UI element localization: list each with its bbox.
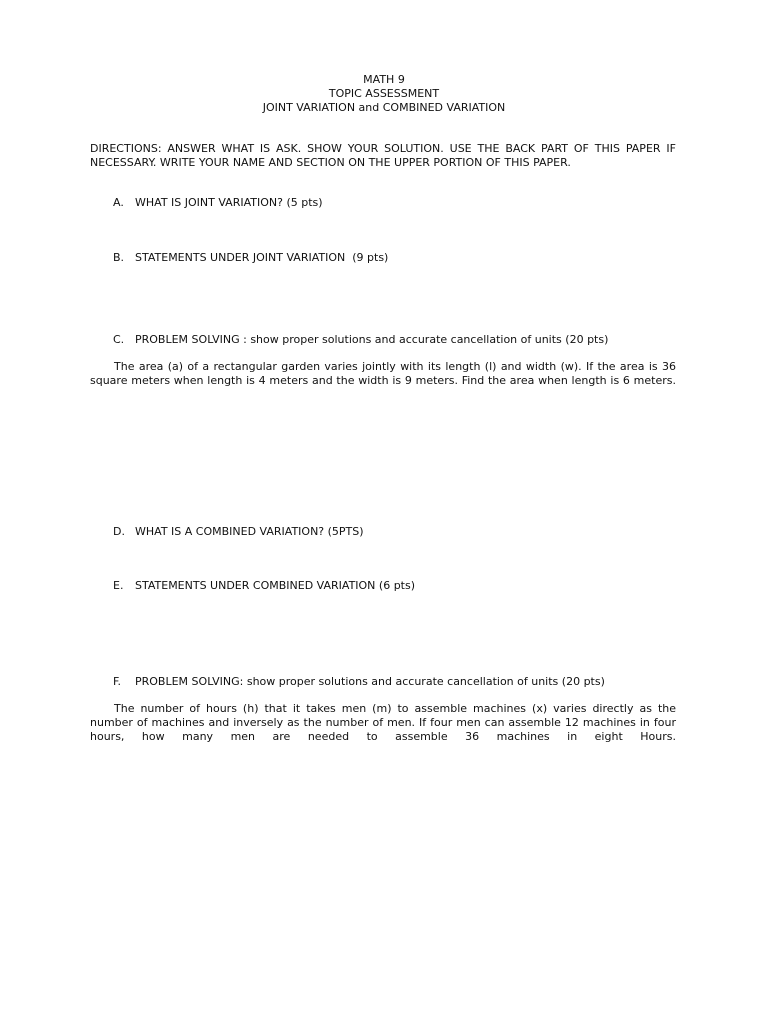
item-text: STATEMENTS UNDER COMBINED VARIATION (6 pts): [135, 579, 416, 592]
item-text: WHAT IS JOINT VARIATION? (5 pts): [135, 196, 323, 209]
item-text: WHAT IS A COMBINED VARIATION? (5PTS): [135, 525, 364, 538]
document-header: [0, 73, 768, 115]
topic-title: JOINT VARIATION and COMBINED VARIATION: [262, 101, 506, 114]
item-f: [113, 675, 673, 689]
combined-variation-problem: The number of hours (h) that it takes men (m) to assemble machines (x) varies directly as the number of machines and inversely as the number of men. If four men can assemble 12 machines in four hours, how many men are needed to assemble 36 machines in eight Hours.: [90, 702, 676, 743]
item-d: [113, 525, 673, 539]
subject-title: MATH 9: [363, 73, 405, 86]
item-letter: B.: [113, 251, 125, 264]
assessment-title: TOPIC ASSESSMENT: [328, 87, 440, 100]
item-letter: F.: [113, 675, 122, 688]
item-text: STATEMENTS UNDER JOINT VARIATION (9 pts): [135, 251, 389, 264]
item-c: [113, 333, 673, 347]
item-letter: E.: [113, 579, 124, 592]
item-letter: C.: [113, 333, 125, 346]
item-letter: D.: [113, 525, 125, 538]
item-text: PROBLEM SOLVING: show proper solutions and accurate cancellation of units (20 pts): [135, 675, 605, 688]
directions-text: DIRECTIONS: ANSWER WHAT IS ASK. SHOW YOUR SOLUTION. USE THE BACK PART OF THIS PAPER IF NECESSARY. WRITE YOUR NAME AND SECTION ON THE UPPER PORTION OF THIS PAPER.: [90, 142, 676, 169]
item-b: [113, 251, 673, 265]
item-e: [113, 579, 673, 593]
item-letter: A.: [113, 196, 124, 209]
item-text: PROBLEM SOLVING : show proper solutions and accurate cancellation of units (20 pts): [135, 333, 609, 346]
joint-variation-problem: The area (a) of a rectangular garden varies jointly with its length (l) and width (w). If the area is 36 square meters when length is 4 meters and the width is 9 meters. Find the area when length is 6 meters.: [90, 360, 676, 387]
item-a: [113, 196, 673, 210]
